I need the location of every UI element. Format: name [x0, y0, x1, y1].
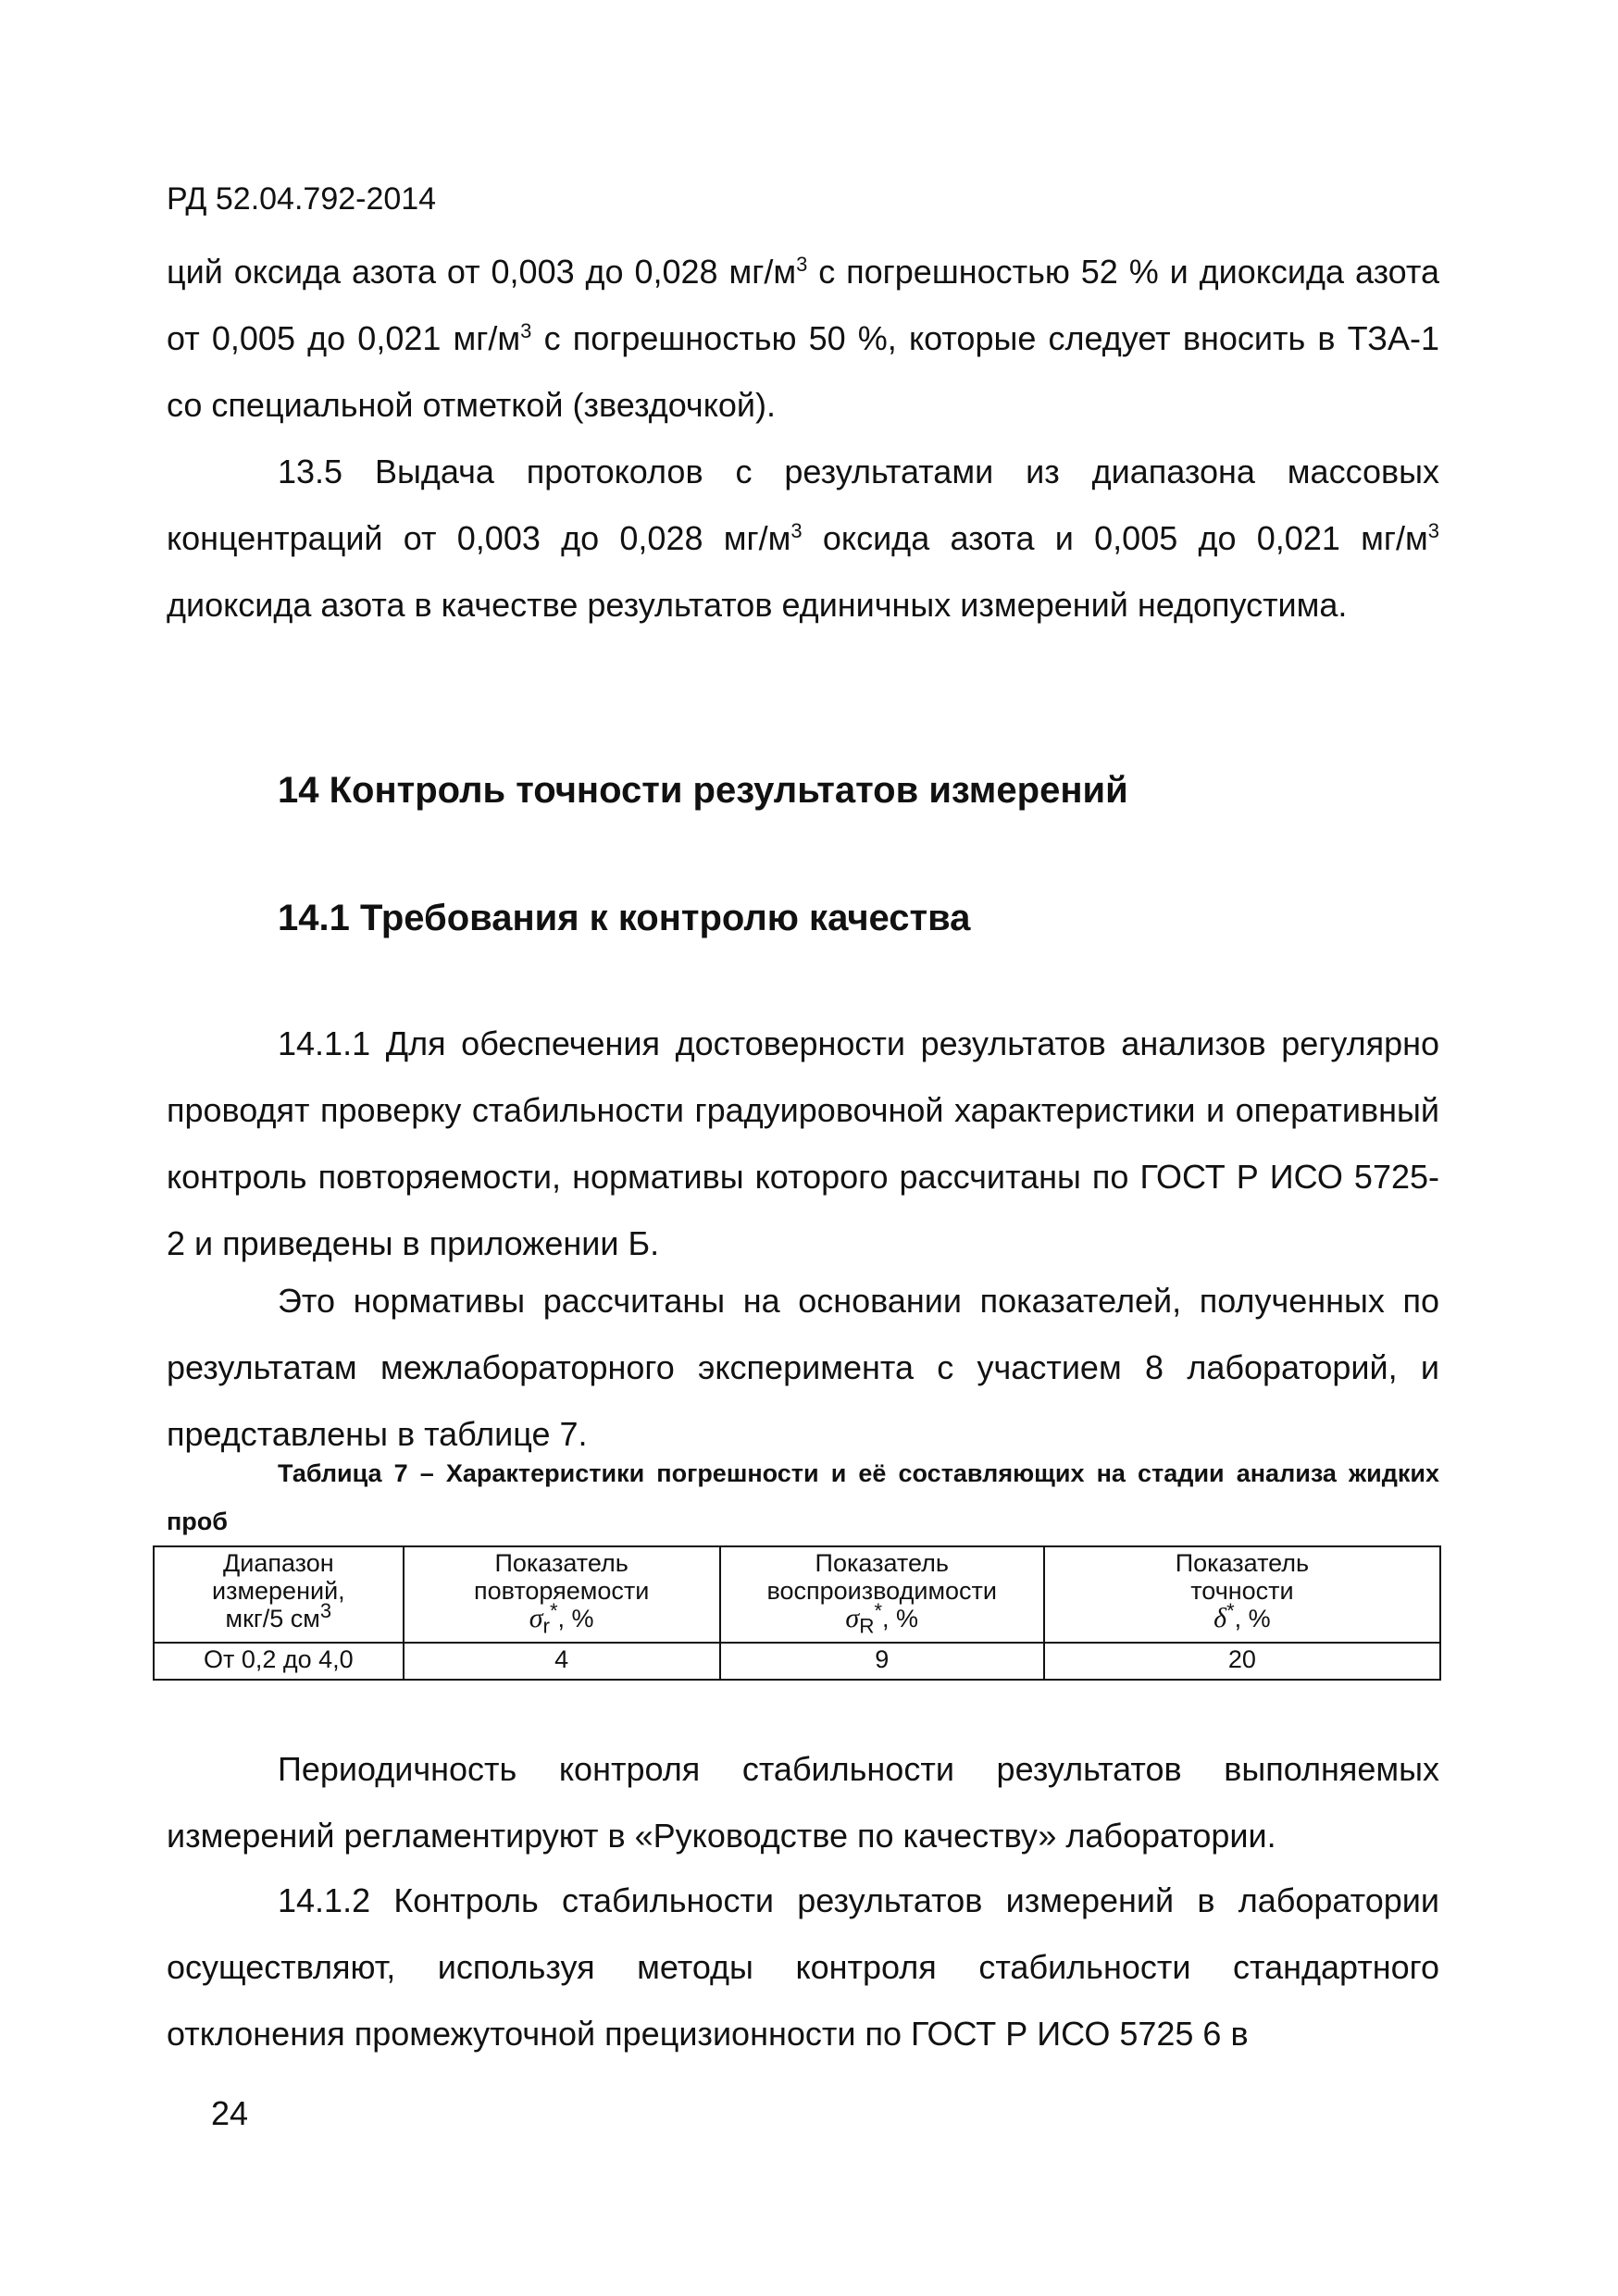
table-header-row	[154, 1546, 1440, 1643]
paragraph-periodicity: Периодичность контроля стабильности результатов выполняемых измерений регламентируют в «Руководстве по качеству» лаборатории.	[167, 1750, 1439, 1855]
cell-accuracy: 20	[1044, 1643, 1440, 1680]
header-cell-range: Диапазон измерений, мкг/5 $см^3$	[154, 1546, 404, 1643]
sigma-r-symbol: σ	[529, 1603, 543, 1633]
header-cell-reproducibility: Показатель воспроизводимости $\sigma_R^*$, %	[720, 1546, 1044, 1643]
section-14-heading: 14 Контроль точности результатов измерений	[278, 770, 1128, 811]
table-7	[153, 1545, 1441, 1681]
paragraph-14-1-2: 14.1.2 Контроль стабильности результатов измерений в лаборатории осуществляют, используя методы контроля стабильности стандартного отклонения промежуточной прецизионности по ГОСТ Р ИСО 5725 6 в	[167, 1881, 1439, 2053]
section-14-1-heading: 14.1 Требования к контролю качества	[278, 898, 971, 938]
paragraph-nitrogen-oxide-ranges: ций оксида азота от 0,003 до 0,028 $мг/м^3$ с погрешностью 52 % и диоксида азота от 0,005 до 0,021 $мг/м^3$ с погрешностью 50 %, которые следует вносить в ТЗА-1 со специальной отметкой (звездочкой).	[167, 253, 1439, 424]
sigma-R-symbol: σ	[845, 1603, 860, 1633]
cell-reproducibility: 9	[720, 1643, 1044, 1680]
table-row	[154, 1643, 1440, 1680]
document-header: РД 52.04.792-2014	[167, 181, 437, 217]
delta-symbol: δ	[1214, 1603, 1227, 1633]
cell-repeatability: 4	[404, 1643, 720, 1680]
page-number: 24	[211, 2094, 249, 2132]
header-cell-repeatability: Показатель повторяемости $\sigma_r^*$, %	[404, 1546, 720, 1643]
table-7-caption: Таблица 7 – Характеристики погрешности и её составляющих на стадии анализа жидких проб	[167, 1459, 1439, 1535]
paragraph-14-1-1: 14.1.1 Для обеспечения достоверности результатов анализов регулярно проводят проверку стабильности градуировочной характеристики и оперативный контроль повторяемости, нормативы которого рассчитаны по ГОСТ Р ИСО 5725-2 и приведены в приложении Б.	[167, 1024, 1439, 1262]
paragraph-norms-basis: Это нормативы рассчитаны на основании показателей, полученных по результатам межлабораторного эксперимента с участием 8 лабораторий, и представлены в таблице 7.	[167, 1282, 1439, 1453]
cell-range: От 0,2 до 4,0	[154, 1643, 404, 1680]
header-cell-accuracy: Показатель точности δ*, %	[1044, 1546, 1440, 1643]
paragraph-13-5: 13.5 Выдача протоколов с результатами из диапазона массовых концентраций от 0,003 до 0,028 $мг/м^3$ оксида азота и 0,005 до 0,021 $мг/м^3$ диоксида азота в качестве результатов единичных измерений недопустима.	[167, 453, 1440, 624]
